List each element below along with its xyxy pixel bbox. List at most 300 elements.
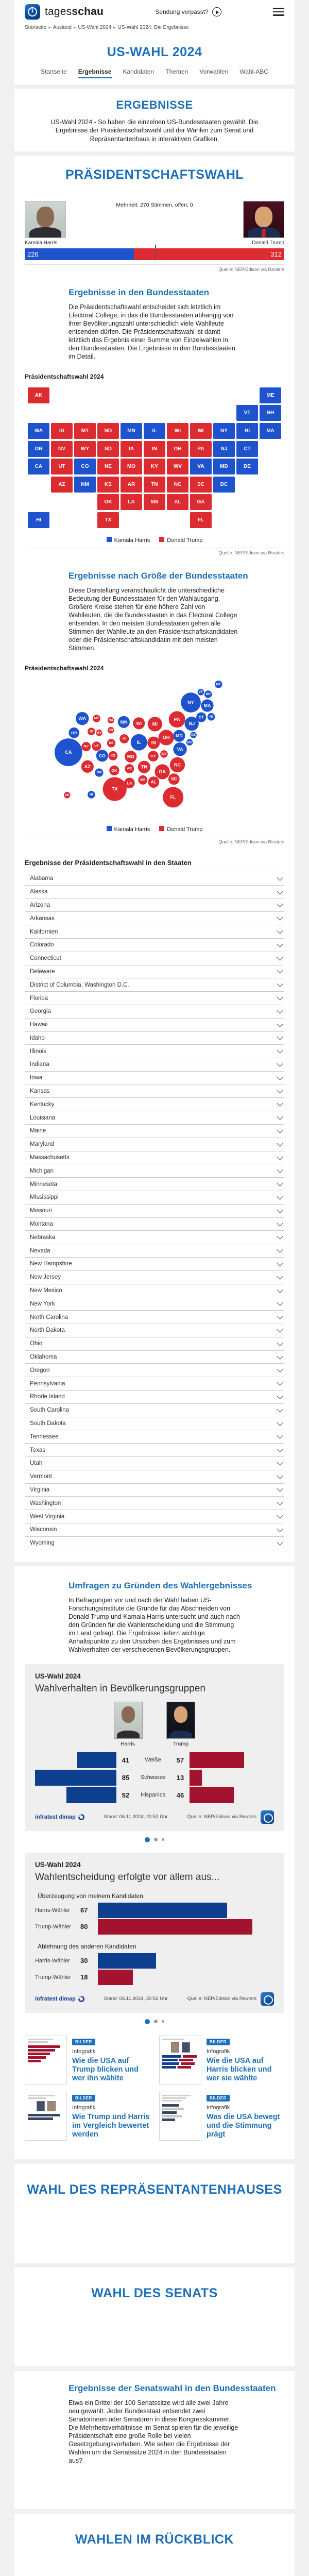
intro-title: ERGEBNISSE: [116, 98, 193, 111]
accordion-row-state[interactable]: [25, 978, 284, 991]
state-tile-WA[interactable]: WA: [28, 423, 49, 439]
chevron-down-icon: [277, 1127, 283, 1133]
state-tile-GA[interactable]: GA: [190, 494, 212, 510]
tab-wahl-abc[interactable]: Wahl-ABC: [239, 68, 268, 75]
bubble-label-HI: HI: [90, 792, 93, 796]
state-name: Wyoming: [30, 1540, 55, 1547]
state-tile-MA[interactable]: MA: [260, 423, 281, 439]
bubble-label-FL: FL: [170, 794, 176, 800]
majority-marker: [155, 245, 156, 260]
chevron-down-icon: [277, 1113, 283, 1120]
state-results-map: [28, 387, 281, 531]
state-tile-VT[interactable]: VT: [236, 405, 258, 421]
accordion-row-state[interactable]: [25, 1097, 284, 1111]
menu-icon[interactable]: [273, 8, 284, 16]
state-size-bubble-map: [25, 677, 284, 820]
state-tile-AZ[interactable]: AZ: [51, 477, 73, 493]
breadcrumb-item[interactable]: Ausland: [53, 25, 72, 30]
play-icon[interactable]: [212, 7, 221, 16]
state-tile-OR[interactable]: OR: [28, 441, 49, 457]
bubble-label-OR: OR: [71, 730, 77, 735]
trump-bar: [190, 1752, 244, 1768]
state-tile-NE[interactable]: NE: [97, 459, 119, 474]
state-name: Kentucky: [30, 1101, 55, 1108]
states-text: Die Präsidentschaftswahl entscheidet sich letztlich im Electoral College, in das die Bundesstaaten abhängig von ihrer Bevölkerungszahl unterschiedlich viele Wahlleute entsenden dürfen. Die Präsidentschaftswahl ist damit letztlich das Ergebnis einer Summe von Einzelwahlen in den Bundesstaaten. Die Ergebnisse in den Bundesstaaten im Detail.: [68, 303, 235, 360]
state-tile-NY[interactable]: NY: [213, 423, 235, 439]
accordion-row-state[interactable]: [25, 911, 284, 925]
accordion-row-state[interactable]: [25, 1270, 284, 1284]
chevron-down-icon: [277, 1472, 283, 1479]
accordion-row-state[interactable]: [25, 1071, 284, 1084]
state-name: Pennsylvania: [30, 1380, 65, 1387]
accordion-row-state[interactable]: [25, 1430, 284, 1443]
accordion-row-state[interactable]: [25, 1310, 284, 1324]
state-tile-OK[interactable]: OK: [97, 494, 119, 510]
state-name: Minnesota: [30, 1181, 58, 1188]
state-name: Maryland: [30, 1141, 55, 1148]
teaser-title[interactable]: Wie Trump und Harris im Vergleich bewertet werden: [72, 2112, 150, 2139]
carousel-dot-3[interactable]: [162, 1838, 164, 1841]
state-tile-VA[interactable]: VA: [190, 459, 212, 474]
polls-card: [14, 1566, 295, 2159]
state-tile-NV[interactable]: NV: [51, 441, 73, 457]
state-tile-CO[interactable]: CO: [74, 459, 96, 474]
accordion-row-state[interactable]: [25, 1536, 284, 1550]
bubble-label-ID: ID: [90, 730, 93, 734]
chart-stand: Stand: 06.11.2024, 20:52 Uhr: [104, 1814, 168, 1820]
tagesschau-logo-icon[interactable]: [25, 4, 40, 20]
chart-title: Wahlverhalten in Bevölkerungsgruppen: [35, 1683, 205, 1694]
teaser-thumbnail: [159, 2092, 201, 2141]
state-tile-KS[interactable]: KS: [97, 477, 119, 493]
trump-name: Donald Trump: [252, 240, 284, 246]
legend-swatch: [107, 537, 112, 542]
harris-label: Harris: [121, 1740, 135, 1747]
chevron-down-icon: [277, 1220, 283, 1227]
breadcrumb-item[interactable]: Startseite: [25, 25, 47, 30]
bubble-label-UT: UT: [94, 744, 99, 748]
chevron-down-icon: [277, 1432, 283, 1439]
state-name: Washington: [30, 1500, 61, 1506]
chart-source: Quelle: NEP/Edison via Reuters: [187, 1996, 256, 2002]
bubble-label-AR: AR: [127, 767, 132, 771]
state-name: Texas: [30, 1447, 46, 1453]
decision-group-label: Ablehnung des anderen Kandidaten: [38, 1942, 136, 1950]
tab-ergebnisse[interactable]: Ergebnisse: [78, 68, 112, 78]
harris-bar: [66, 1787, 116, 1803]
state-tile-IN[interactable]: IN: [144, 441, 165, 457]
state-tile-CT[interactable]: CT: [236, 441, 258, 457]
senate-card: [14, 2267, 295, 2366]
state-name: South Dakota: [30, 1420, 66, 1427]
state-tile-ME[interactable]: ME: [260, 387, 281, 403]
decision-row: [35, 1919, 274, 1935]
chevron-down-icon: [277, 874, 283, 881]
state-tile-MD[interactable]: MD: [213, 459, 235, 474]
teaser-item[interactable]: [25, 2036, 150, 2084]
state-name: Nebraska: [30, 1234, 56, 1241]
breadcrumb-item[interactable]: US-Wahl 2024: Die Ergebnisse: [117, 25, 189, 30]
state-tile-RI[interactable]: RI: [236, 423, 258, 439]
source-note: Quelle: NEP/Edison via Reuters: [218, 266, 284, 272]
chevron-down-icon: [277, 994, 283, 1001]
bubble-label-MT: MT: [94, 716, 99, 720]
accordion-row-state[interactable]: [25, 1257, 284, 1270]
state-tile-CA[interactable]: CA: [28, 459, 49, 474]
demo-category: Hispanics: [141, 1792, 165, 1799]
state-tile-WI[interactable]: WI: [167, 423, 188, 439]
chevron-down-icon: [277, 1366, 283, 1372]
state-tile-WV[interactable]: WV: [167, 459, 188, 474]
bubble-label-CA: CA: [65, 749, 72, 755]
chevron-down-icon: [277, 901, 283, 907]
accordion-row-state[interactable]: [25, 1138, 284, 1151]
site-wordmark[interactable]: tagesschau: [45, 6, 104, 18]
breadcrumb-item[interactable]: US-Wahl 2024: [78, 25, 112, 30]
voter-group-label: Harris-Wähler: [35, 1907, 70, 1913]
state-tile-NH[interactable]: NH: [260, 405, 281, 421]
chevron-down-icon: [277, 1007, 283, 1014]
chevron-down-icon: [277, 1193, 283, 1200]
state-tile-FL[interactable]: FL: [190, 512, 212, 528]
chevron-down-icon: [277, 1060, 283, 1067]
accordion-row-state[interactable]: [25, 1324, 284, 1337]
accordion-row-state[interactable]: [25, 925, 284, 938]
chevron-down-icon: [277, 1100, 283, 1107]
accordion-row-state[interactable]: [25, 1390, 284, 1403]
accordion-row-state[interactable]: [25, 1483, 284, 1497]
bubble-label-NH: NH: [205, 692, 211, 696]
polls-heading[interactable]: Umfragen zu Gründen des Wahlergebnisses: [68, 1580, 252, 1590]
accordion-row-state[interactable]: [25, 1084, 284, 1098]
chevron-down-icon: [277, 1526, 283, 1532]
accordion-row-state[interactable]: [25, 1058, 284, 1071]
state-tile-AK[interactable]: AK: [28, 387, 49, 403]
voter-group-bar: [98, 1903, 227, 1918]
bubble-label-CO: CO: [98, 753, 106, 758]
chevron-down-icon: [277, 1313, 283, 1319]
carousel-dot-3[interactable]: [162, 2020, 164, 2023]
breadcrumb-separator: ▸: [73, 25, 76, 30]
trump-photo: [243, 201, 284, 238]
trump-small-photo: [166, 1702, 195, 1739]
state-tile-MS[interactable]: MS: [144, 494, 165, 510]
bubble-label-NE: NE: [109, 741, 114, 745]
ard-logo-icon: [261, 1810, 274, 1824]
bubble-label-IA: IA: [122, 737, 126, 741]
chevron-down-icon: [277, 1246, 283, 1253]
accordion-row-state[interactable]: [25, 1443, 284, 1456]
state-tile-UT[interactable]: UT: [51, 459, 73, 474]
accordion-row-state[interactable]: [25, 1044, 284, 1058]
accordion-row-state[interactable]: [25, 1350, 284, 1364]
carousel-dots: [25, 2019, 284, 2024]
state-tile-DC[interactable]: DC: [213, 477, 235, 493]
state-name: Missouri: [30, 1208, 52, 1214]
state-name: Louisiana: [30, 1114, 56, 1121]
state-name: New Hampshire: [30, 1261, 72, 1267]
map-legend: [25, 537, 284, 544]
state-name: Alaska: [30, 889, 48, 895]
bubble-label-VA: VA: [177, 747, 183, 752]
chart-kicker: US-Wahl 2024: [35, 1672, 81, 1680]
accordion-row-state[interactable]: [25, 1177, 284, 1191]
accordion-row-state[interactable]: [25, 899, 284, 912]
decision-row: [35, 1970, 274, 1985]
bubble-label-AK: AK: [64, 793, 70, 797]
state-name: Nevada: [30, 1247, 50, 1254]
state-tile-NM[interactable]: NM: [74, 477, 96, 493]
teaser-title[interactable]: Was die USA bewegt und die Stimmung prägt: [207, 2112, 280, 2139]
size-text: Diese Darstellung veranschaulicht die unterschiedliche Bedeutung der Bundesstaaten für den Wahlausgang. Größere Kreise stehen für eine höhere Zahl von Wahlleuten, die die Bundesstaaten in das Electoral College entsenden. In den meisten Bundesstaaten gehen alle Stimmen der Wahlleute an den Präsidentschaftskandidaten oder die Präsidentschaftskandidatin mit den meisten Stimmen.: [68, 586, 238, 652]
harris-value: 52: [122, 1791, 130, 1799]
house-title: WAHL DES REPRÄSENTANTENHAUSES: [27, 2182, 282, 2197]
hub-card: [14, 37, 295, 84]
bubble-label-NJ: NJ: [188, 721, 195, 726]
hub-tabs: [25, 68, 284, 78]
accordion-row-state[interactable]: [25, 1337, 284, 1350]
state-tile-SC[interactable]: SC: [190, 477, 212, 493]
chevron-down-icon: [277, 1459, 283, 1466]
carousel-dot-2[interactable]: [154, 1838, 158, 1841]
bubble-label-IL: IL: [136, 739, 141, 745]
accordion-row-state[interactable]: [25, 1244, 284, 1257]
accordion-row-state[interactable]: [25, 1510, 284, 1523]
voter-group-value: 18: [80, 1973, 88, 1981]
legend-item: Donald Trump: [159, 537, 202, 544]
accordion-row-state[interactable]: [25, 1523, 284, 1536]
house-card: [14, 2164, 295, 2263]
accordion-row-state[interactable]: [25, 1124, 284, 1138]
teaser-item[interactable]: [25, 2092, 150, 2141]
teaser-category: Infografik: [207, 2048, 230, 2055]
state-name: Maine: [30, 1128, 46, 1134]
state-name: West Virginia: [30, 1513, 65, 1520]
accordion-row-state[interactable]: [25, 1204, 284, 1217]
accordion-row-state[interactable]: [25, 1363, 284, 1377]
majority-note: Mehrheit: 270 Stimmen, offen: 0: [116, 201, 193, 208]
accordion-row-state[interactable]: [25, 1496, 284, 1510]
teaser-category: Infografik: [207, 2104, 230, 2111]
state-name: Ohio: [30, 1341, 43, 1347]
bubble-label-DC: DC: [187, 740, 192, 744]
accordion-row-state[interactable]: [25, 991, 284, 1005]
decision-group-label: Überzeugung von meinem Kandidaten: [38, 1892, 143, 1900]
accordion-row-state[interactable]: [25, 952, 284, 965]
bubble-label-NC: NC: [174, 762, 181, 768]
size-heading[interactable]: Ergebnisse nach Größe der Bundesstaaten: [68, 570, 248, 581]
state-name: Delaware: [30, 968, 55, 975]
accordion-row-state[interactable]: [25, 1284, 284, 1297]
state-tile-MO[interactable]: MO: [121, 459, 142, 474]
teaser-item[interactable]: [159, 2092, 284, 2141]
accordion-row-state[interactable]: [25, 1191, 284, 1204]
harris-small-photo: [114, 1702, 143, 1739]
harris-value: 85: [122, 1773, 130, 1782]
state-name: Indiana: [30, 1061, 49, 1068]
states-accordion: [25, 872, 284, 1550]
carousel-dot-1[interactable]: [145, 1837, 150, 1842]
bubble-label-OH: OH: [162, 735, 170, 740]
accordion-row-state[interactable]: [25, 1005, 284, 1018]
bubble-label-MD: MD: [176, 733, 183, 738]
state-name: Florida: [30, 995, 48, 1002]
teaser-title[interactable]: Wie die USA auf Trump blicken und wer ihn wählte: [72, 2056, 139, 2083]
state-tile-TN[interactable]: TN: [144, 477, 165, 493]
chevron-down-icon: [277, 1047, 283, 1054]
trump-value: 57: [176, 1756, 184, 1764]
intro-text: US-Wahl 2024 - So haben die einzelnen US-Bundesstaaten gewählt: Die Ergebnisse der Präsidentschaftswahl und der Wahlen zum Senat und Repräsentantenhaus in interaktiven Grafiken.: [50, 118, 259, 143]
tab-kandidaten[interactable]: Kandidaten: [123, 68, 154, 75]
teaser-badge: BILDER: [72, 2095, 95, 2102]
bubble-label-NY: NY: [187, 700, 194, 705]
accordion-row-state[interactable]: [25, 1111, 284, 1124]
chevron-down-icon: [277, 914, 283, 921]
source-note: Quelle: NEP/Edison via Reuters: [218, 550, 284, 555]
teaser-item[interactable]: [159, 2036, 284, 2084]
carousel-dot-1[interactable]: [145, 2019, 150, 2024]
state-tile-NJ[interactable]: NJ: [213, 441, 235, 457]
chevron-down-icon: [277, 1154, 283, 1160]
state-tile-TX[interactable]: TX: [97, 512, 119, 528]
state-tile-SD[interactable]: SD: [97, 441, 119, 457]
teaser-badge: BILDER: [72, 2039, 95, 2045]
bubble-label-TN: TN: [141, 764, 147, 770]
senate-results-heading[interactable]: Ergebnisse der Senatswahl in den Bundesstaaten: [68, 2383, 276, 2393]
chevron-down-icon: [277, 1406, 283, 1413]
state-name: Massachusetts: [30, 1155, 70, 1161]
accordion-row-state[interactable]: [25, 1230, 284, 1244]
chevron-down-icon: [277, 1379, 283, 1386]
chart-title: Wahlentscheidung erfolgte vor allem aus...: [35, 1871, 220, 1883]
page-title: US-WAHL 2024: [107, 45, 202, 59]
accordion-row-state[interactable]: [25, 1417, 284, 1430]
state-tile-PA[interactable]: PA: [190, 441, 212, 457]
accordion-row-state[interactable]: [25, 1018, 284, 1031]
state-tile-AL[interactable]: AL: [167, 494, 188, 510]
bubble-map-label: Präsidentschaftswahl 2024: [25, 664, 104, 672]
tab-vorwahlen[interactable]: Vorwahlen: [199, 68, 229, 75]
state-name: Rhode Island: [30, 1394, 65, 1400]
state-tile-MI[interactable]: MI: [190, 423, 212, 439]
state-name: Kalifornien: [30, 928, 58, 935]
voter-group-value: 80: [80, 1923, 88, 1931]
breadcrumb-separator: ▸: [113, 25, 116, 30]
teaser-category: Infografik: [72, 2104, 96, 2111]
harris-bar: [77, 1752, 116, 1768]
harris-value: 41: [122, 1756, 130, 1764]
state-name: Arkansas: [30, 915, 55, 922]
infratest-dimap-logo: infratest dimap: [35, 1996, 84, 2002]
review-card: [14, 2514, 295, 2576]
state-tile-LA[interactable]: LA: [121, 494, 142, 510]
state-tile-HI[interactable]: HI: [28, 512, 49, 528]
voter-group-bar: [98, 1919, 252, 1935]
bubble-label-WI: WI: [136, 720, 142, 726]
bubble-label-WV: WV: [161, 752, 167, 756]
accordion-row-state[interactable]: [25, 1456, 284, 1470]
accordion-row-state[interactable]: [25, 1403, 284, 1417]
chevron-down-icon: [277, 980, 283, 987]
bubble-label-WY: WY: [96, 731, 102, 735]
dimap-ring-icon: [78, 1814, 84, 1820]
chevron-down-icon: [277, 1539, 283, 1546]
accordion-row-state[interactable]: [25, 872, 284, 885]
map-label: Präsidentschaftswahl 2024: [25, 372, 104, 380]
accordion-row-state[interactable]: [25, 1031, 284, 1045]
accordion-row-state[interactable]: [25, 1217, 284, 1231]
carousel-dot-2[interactable]: [154, 2020, 158, 2023]
chevron-down-icon: [277, 1166, 283, 1173]
bubble-label-SD: SD: [108, 728, 113, 732]
chevron-down-icon: [277, 1485, 283, 1492]
state-name: Oklahoma: [30, 1354, 57, 1361]
accordion-row-state[interactable]: [25, 965, 284, 978]
state-tile-IL[interactable]: IL: [144, 423, 165, 439]
state-tile-ND[interactable]: ND: [97, 423, 119, 439]
chevron-down-icon: [277, 1021, 283, 1027]
president-card: [14, 156, 295, 1562]
state-tile-MT[interactable]: MT: [74, 423, 96, 439]
tab-themen[interactable]: Themen: [165, 68, 188, 75]
chevron-down-icon: [277, 1419, 283, 1426]
state-tile-WY[interactable]: WY: [74, 441, 96, 457]
accordion-row-state[interactable]: [25, 1377, 284, 1390]
dimap-ring-icon: [78, 1996, 84, 2002]
accordion-row-state[interactable]: [25, 1151, 284, 1164]
state-tile-OH[interactable]: OH: [167, 441, 188, 457]
accordion-row-state[interactable]: [25, 938, 284, 952]
accordion-row-state[interactable]: [25, 1164, 284, 1177]
logo-one-glyph: 1: [30, 8, 35, 14]
states-heading[interactable]: Ergebnisse in den Bundesstaaten: [68, 287, 210, 297]
state-tile-DE[interactable]: DE: [236, 459, 258, 474]
bubble-label-ME: ME: [216, 682, 221, 686]
bubble-label-MN: MN: [120, 719, 128, 725]
missed-broadcast-link[interactable]: [104, 7, 273, 16]
state-tile-AR[interactable]: AR: [121, 477, 142, 493]
chevron-down-icon: [277, 1207, 283, 1213]
senate-title: WAHL DES SENATS: [91, 2285, 218, 2300]
source-note: Quelle: NEP/Edison via Reuters: [218, 839, 284, 844]
teaser-title[interactable]: Wie die USA auf Harris blicken und wer sie wählte: [207, 2056, 272, 2083]
bubble-label-RI: RI: [209, 715, 213, 719]
accordion-row-state[interactable]: [25, 1470, 284, 1483]
trump-label: Trump: [173, 1740, 188, 1747]
bubble-label-PA: PA: [174, 717, 180, 722]
chevron-down-icon: [277, 888, 283, 894]
bubble-label-VT: VT: [198, 690, 203, 694]
state-tile-MN[interactable]: MN: [121, 423, 142, 439]
tab-startseite[interactable]: Startseite: [41, 68, 67, 75]
teaser-badge: BILDER: [207, 2095, 230, 2102]
trump-value: 46: [176, 1791, 184, 1799]
accordion-row-state[interactable]: [25, 885, 284, 899]
accordion-row-state[interactable]: [25, 1297, 284, 1310]
president-title: PRÄSIDENTSCHAFTSWAHL: [65, 167, 244, 182]
teaser-category: Infografik: [72, 2048, 96, 2055]
chevron-down-icon: [277, 1512, 283, 1519]
state-tile-ID[interactable]: ID: [51, 423, 73, 439]
state-tile-NC[interactable]: NC: [167, 477, 188, 493]
state-tile-KY[interactable]: KY: [144, 459, 165, 474]
demo-row-hispanics: [35, 1787, 274, 1803]
state-tile-IA[interactable]: IA: [121, 441, 142, 457]
decision-row: [35, 1903, 274, 1918]
teaser-badge: BILDER: [207, 2039, 230, 2045]
bubble-label-TX: TX: [111, 786, 118, 792]
demo-row-weiße: [35, 1752, 274, 1768]
